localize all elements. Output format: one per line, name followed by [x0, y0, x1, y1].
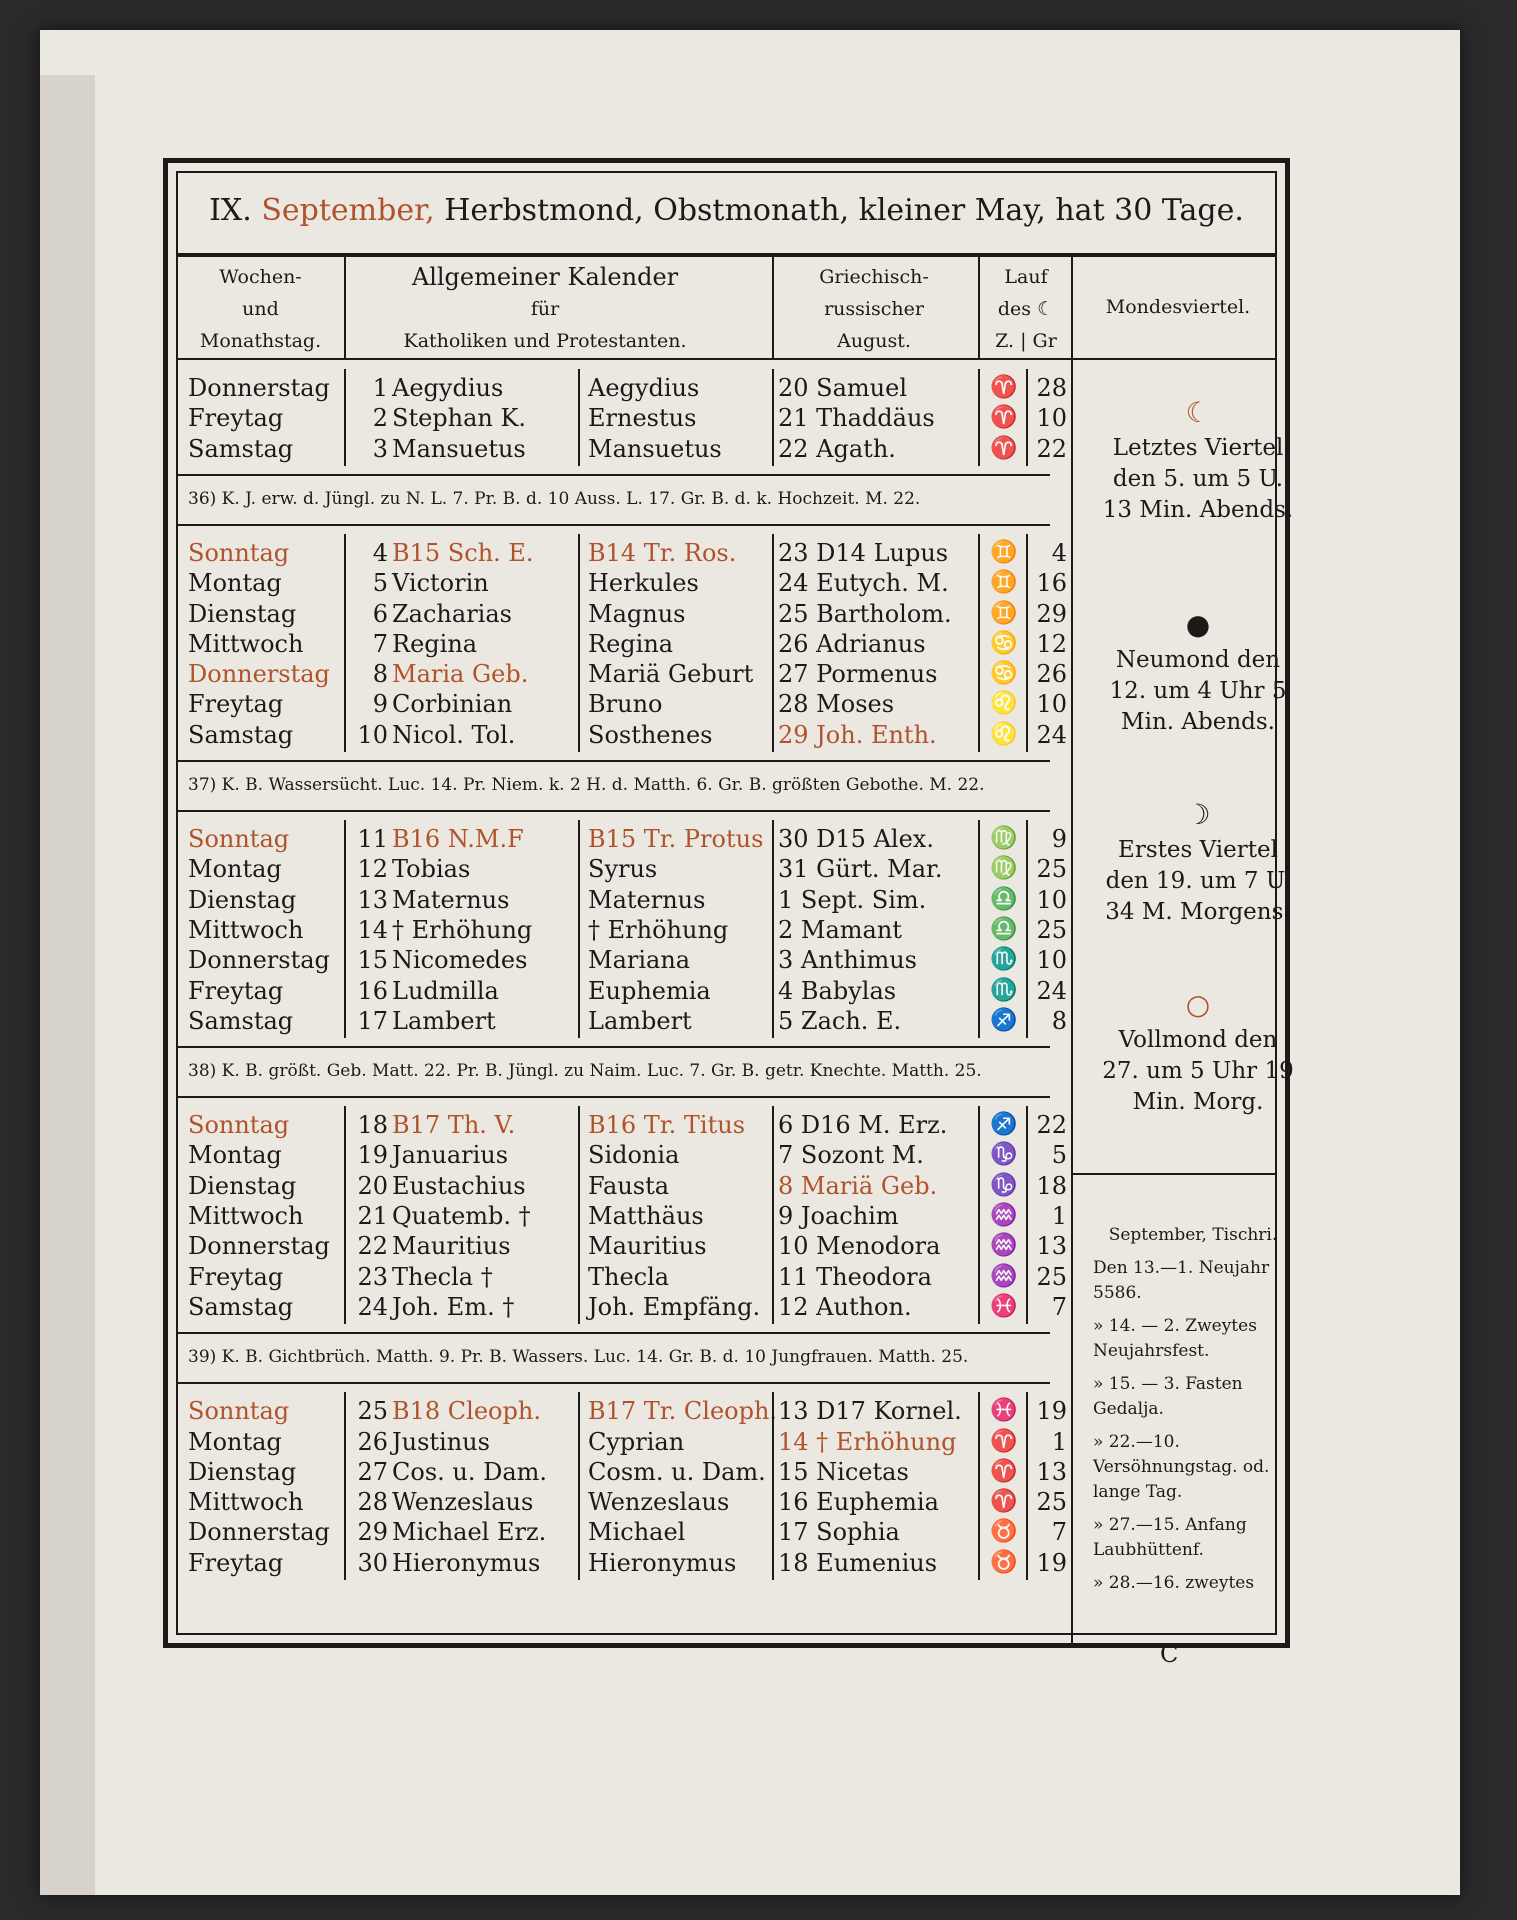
header-general-calendar: Allgemeiner Kalender für Katholiken und Protestanten.	[403, 263, 687, 352]
jewish-feast-line: Den 13.—1. Neujahr 5586.	[1093, 1258, 1270, 1303]
zodiac-icon: ♑	[990, 1142, 1018, 1168]
day-number: 22	[357, 1232, 388, 1261]
jewish-feast-line: » 27.—15. Anfang Laubhüttenf.	[1093, 1515, 1247, 1560]
jewish-feast-line: » 22.—10. Versöhnungstag. od. lange Tag.	[1093, 1432, 1270, 1502]
greek-date: 1 Sept. Sim.	[778, 885, 927, 914]
protestant-saint: Cosm. u. Dam.	[588, 1457, 766, 1486]
moon-degree: 22	[1036, 434, 1067, 463]
full-moon-text: Vollmond den 27. um 5 Uhr 19 Min. Morg.	[1102, 1027, 1294, 1115]
catholic-saint: Tobias	[392, 855, 471, 884]
zodiac-icon: ♒	[990, 1263, 1018, 1289]
greek-date: 15 Nicetas	[778, 1457, 909, 1486]
zodiac-icon: ♏	[990, 947, 1018, 973]
moon-degree: 25	[1036, 1262, 1067, 1291]
column-divider	[344, 534, 346, 752]
protestant-saint: Herkules	[588, 569, 699, 598]
catholic-saint: Eustachius	[392, 1171, 526, 1200]
protestant-saint: B16 Tr. Titus	[588, 1111, 746, 1140]
column-divider	[578, 369, 580, 466]
first-quarter-text: Erstes Viertel den 19. um 7 U. 34 M. Morgens.	[1105, 837, 1291, 925]
protestant-saint: Magnus	[588, 599, 686, 628]
zodiac-icon: ♈	[990, 435, 1018, 461]
greek-date: 22 Agath.	[778, 434, 896, 463]
moon-column-divider	[1071, 253, 1073, 1643]
zodiac-icon: ♋	[990, 661, 1018, 687]
moon-degree: 25	[1036, 855, 1067, 884]
day-number: 26	[357, 1427, 388, 1456]
catholic-saint: Maternus	[392, 885, 510, 914]
full-moon-icon: ○	[1185, 988, 1211, 1021]
weekday: Freytag	[188, 404, 284, 433]
day-number: 19	[357, 1141, 388, 1170]
catholic-saint: Justinus	[392, 1427, 490, 1456]
moon-degree: 7	[1051, 1292, 1067, 1321]
protestant-saint: Fausta	[588, 1171, 670, 1200]
catholic-saint: Joh. Em. †	[392, 1292, 515, 1321]
weekday: Dienstag	[188, 599, 297, 628]
moon-degree: 13	[1036, 1457, 1067, 1486]
zodiac-icon: ♐	[990, 1007, 1018, 1033]
moon-degree: 9	[1051, 825, 1067, 853]
moon-degree: 10	[1036, 885, 1067, 914]
column-divider	[1026, 369, 1028, 466]
zodiac-icon: ♓	[990, 1398, 1018, 1424]
header-divider	[772, 253, 774, 358]
protestant-saint: Michael	[588, 1518, 686, 1547]
greek-date: 31 Gürt. Mar.	[778, 855, 943, 884]
catholic-saint: Hieronymus	[392, 1548, 541, 1577]
jewish-rule	[1073, 1173, 1275, 1175]
title-roman: IX.	[209, 193, 252, 228]
greek-date: 3 Anthimus	[778, 946, 917, 975]
column-divider	[978, 1392, 980, 1580]
gospel-reading: 36) K. J. erw. d. Jüngl. zu N. L. 7. Pr. B. d. 10 Auss. L. 17. Gr. B. d. k. Hochzeit. M. 22.	[188, 488, 921, 509]
column-divider	[978, 369, 980, 466]
zodiac-icon: ♎	[990, 916, 1018, 942]
greek-date: 18 Eumenius	[778, 1548, 938, 1577]
first-quarter-box	[1098, 795, 1298, 928]
moon-degree: 29	[1036, 599, 1067, 628]
day-number: 30	[357, 1548, 388, 1577]
moon-degree: 18	[1036, 1171, 1067, 1200]
column-divider	[578, 1106, 580, 1324]
greek-date: 24 Eutych. M.	[778, 569, 949, 598]
zodiac-icon: ♌	[990, 721, 1018, 747]
column-divider	[772, 534, 774, 752]
weekday: Donnerstag	[188, 374, 330, 402]
catholic-saint: Quatemb. †	[392, 1202, 531, 1230]
column-divider	[772, 369, 774, 466]
zodiac-icon: ♒	[990, 1233, 1018, 1259]
greek-date: 10 Menodora	[778, 1232, 941, 1261]
catholic-saint: B18 Cleoph.	[392, 1397, 541, 1426]
weekday: Montag	[188, 569, 282, 598]
zodiac-icon: ♍	[990, 826, 1018, 851]
protestant-saint: Aegydius	[588, 374, 700, 402]
greek-date: 11 Theodora	[778, 1262, 932, 1291]
weekday: Donnerstag	[188, 946, 330, 975]
zodiac-icon: ♎	[990, 886, 1018, 912]
moon-degree: 8	[1051, 1006, 1067, 1035]
zodiac-icon: ♊	[990, 539, 1018, 565]
gospel-reading: 37) K. B. Wassersücht. Luc. 14. Pr. Niem. k. 2 H. d. Matth. 6. Gr. B. größten Gebothe. M. 22.	[188, 775, 985, 795]
weekday: Freytag	[188, 976, 284, 1005]
greek-date: 7 Sozont M.	[778, 1141, 924, 1170]
greek-date: 6 D16 M. Erz.	[778, 1111, 948, 1140]
moon-degree: 24	[1036, 720, 1067, 749]
day-number: 15	[357, 946, 388, 975]
weekday: Freytag	[188, 690, 284, 719]
catholic-saint: Mauritius	[392, 1232, 511, 1261]
jewish-calendar	[1093, 1223, 1293, 1604]
greek-date: 23 D14 Lupus	[778, 538, 949, 567]
moon-degree: 10	[1036, 946, 1067, 975]
calendar-inner-frame	[176, 171, 1294, 1635]
protestant-saint: Euphemia	[588, 976, 711, 1005]
column-divider	[578, 1392, 580, 1580]
column-divider	[978, 1106, 980, 1324]
moon-degree: 25	[1036, 1488, 1067, 1517]
week-rule	[178, 760, 1050, 762]
day-number: 28	[357, 1488, 388, 1517]
greek-date: 30 D15 Alex.	[778, 825, 934, 853]
column-divider	[772, 820, 774, 1038]
weekday: Samstag	[188, 1292, 294, 1321]
day-number: 25	[357, 1397, 388, 1426]
new-moon-box	[1098, 605, 1298, 738]
moon-degree: 4	[1051, 538, 1067, 567]
week-rule	[178, 474, 1050, 476]
weekday: Donnerstag	[188, 1518, 330, 1547]
catholic-saint: Victorin	[392, 569, 489, 598]
weekday: Samstag	[188, 434, 294, 463]
gospel-reading: 39) K. B. Gichtbrüch. Matth. 9. Pr. B. Wassers. Luc. 14. Gr. B. d. 10 Jungfrauen. Matth. 25.	[188, 1347, 969, 1368]
column-divider	[1026, 820, 1028, 1038]
catholic-saint: Zacharias	[392, 599, 512, 628]
protestant-saint: Joh. Empfäng.	[588, 1292, 761, 1321]
day-number: 2	[372, 404, 388, 433]
first-quarter-icon: ☽	[1185, 798, 1211, 831]
new-moon-text: Neumond den 12. um 4 Uhr 5 Min. Abends.	[1109, 647, 1287, 735]
protestant-saint: B15 Tr. Protus	[588, 825, 764, 853]
day-number: 12	[357, 855, 388, 884]
column-divider	[772, 1106, 774, 1324]
day-number: 13	[357, 885, 388, 914]
column-divider	[1026, 534, 1028, 752]
zodiac-icon: ♈	[990, 1458, 1018, 1484]
zodiac-icon: ♊	[990, 570, 1018, 596]
last-quarter-icon: ☾	[1185, 396, 1211, 429]
day-number: 4	[372, 538, 388, 567]
zodiac-icon: ♉	[990, 1519, 1018, 1545]
catholic-saint: Thecla †	[392, 1262, 493, 1291]
zodiac-icon: ♐	[990, 1112, 1018, 1138]
weekday: Montag	[188, 1141, 282, 1170]
day-number: 16	[357, 976, 388, 1005]
day-number: 24	[357, 1292, 388, 1321]
weekday: Freytag	[188, 1262, 284, 1291]
header-moon-phases: Mondesviertel.	[1105, 296, 1251, 318]
weekday: Mittwoch	[188, 1488, 304, 1517]
protestant-saint: Hieronymus	[588, 1548, 737, 1577]
catholic-saint: B17 Th. V.	[392, 1111, 516, 1140]
column-divider	[772, 1392, 774, 1580]
week-rule	[178, 1382, 1050, 1384]
catholic-saint: Stephan K.	[392, 404, 527, 433]
title-rule	[178, 253, 1275, 257]
protestant-saint: Maternus	[588, 885, 706, 914]
week-rule	[178, 1046, 1050, 1048]
zodiac-icon: ♈	[990, 1428, 1018, 1454]
title-month: September,	[261, 193, 435, 228]
header-divider	[344, 253, 346, 358]
header-moon-course: Lauf des ☾ Z. | Gr	[995, 266, 1057, 352]
column-divider	[344, 1106, 346, 1324]
greek-date: 16 Euphemia	[778, 1488, 939, 1517]
week-rule	[178, 810, 1050, 812]
calendar-frame	[163, 158, 1294, 1648]
moon-degree: 10	[1036, 690, 1067, 719]
weekday: Mittwoch	[188, 915, 304, 944]
column-divider	[578, 820, 580, 1038]
moon-degree: 16	[1036, 569, 1067, 598]
zodiac-icon: ♑	[990, 1172, 1018, 1198]
moon-degree: 25	[1036, 915, 1067, 944]
protestant-saint: Thecla	[588, 1262, 670, 1291]
weekday: Sonntag	[188, 1397, 290, 1426]
catholic-saint: Ludmilla	[392, 976, 499, 1005]
catholic-saint: Maria Geb.	[392, 660, 529, 689]
full-moon-box	[1098, 985, 1298, 1118]
protestant-saint: Sidonia	[588, 1141, 680, 1170]
week-rule	[178, 524, 1050, 526]
jewish-feast-line: » 14. — 2. Zweytes Neujahrsfest.	[1093, 1316, 1257, 1361]
catholic-saint: B15 Sch. E.	[392, 538, 534, 567]
zodiac-icon: ♍	[990, 856, 1018, 882]
day-number: 23	[357, 1262, 388, 1291]
day-number: 20	[357, 1171, 388, 1200]
greek-date: 20 Samuel	[778, 374, 908, 402]
moon-degree: 28	[1036, 374, 1067, 402]
protestant-saint: Wenzeslaus	[588, 1488, 730, 1517]
weekday: Montag	[188, 1427, 282, 1456]
catholic-saint: Januarius	[392, 1141, 509, 1170]
previous-page-edge	[40, 75, 95, 1895]
zodiac-icon: ♓	[990, 1293, 1018, 1319]
catholic-saint: Nicomedes	[392, 946, 528, 975]
moon-degree: 19	[1036, 1548, 1067, 1577]
zodiac-icon: ♋	[990, 630, 1018, 656]
protestant-saint: B17 Tr. Cleoph.	[588, 1397, 778, 1426]
zodiac-icon: ♏	[990, 977, 1018, 1003]
column-divider	[978, 534, 980, 752]
catholic-saint: Regina	[392, 629, 478, 658]
catholic-saint: B16 N.M.F	[392, 825, 524, 853]
catholic-saint: Cos. u. Dam.	[392, 1457, 548, 1486]
last-quarter-box	[1098, 393, 1298, 526]
header-weekday: Wochen- und Monathstag.	[199, 266, 322, 352]
weekday: Samstag	[188, 720, 294, 749]
header-greek-russian: Griechisch- russischer August.	[819, 266, 929, 352]
weekday: Mittwoch	[188, 629, 304, 658]
greek-date: 25 Bartholom.	[778, 599, 952, 628]
column-divider	[1026, 1106, 1028, 1324]
day-number: 29	[357, 1518, 388, 1547]
moon-degree: 1	[1051, 1202, 1067, 1230]
page-signature-mark: C	[1160, 1640, 1179, 1668]
protestant-saint: Matthäus	[588, 1202, 704, 1230]
moon-degree: 5	[1051, 1141, 1067, 1170]
day-number: 14	[357, 915, 388, 944]
new-moon-icon: ●	[1185, 608, 1211, 641]
gospel-reading: 38) K. B. größt. Geb. Matt. 22. Pr. B. Jüngl. zu Naim. Luc. 7. Gr. B. getr. Knechte. Matth. 25.	[188, 1061, 982, 1082]
weekday: Montag	[188, 855, 282, 884]
protestant-saint: Bruno	[588, 690, 663, 719]
protestant-saint: Ernestus	[588, 404, 697, 433]
moon-degree: 26	[1036, 660, 1067, 689]
week-rule	[178, 1332, 1050, 1334]
greek-date: 17 Sophia	[778, 1518, 900, 1547]
protestant-saint: Sosthenes	[588, 720, 713, 749]
weekday: Donnerstag	[188, 660, 330, 689]
page-title	[178, 193, 1275, 243]
jewish-title: September, Tischri.	[1108, 1225, 1278, 1245]
weekday: Dienstag	[188, 1457, 297, 1486]
catholic-saint: Corbinian	[392, 690, 513, 719]
greek-date: 2 Mamant	[778, 915, 902, 944]
zodiac-icon: ♒	[990, 1203, 1018, 1228]
greek-date: 14 † Erhöhung	[778, 1427, 957, 1456]
protestant-saint: Mariä Geburt	[588, 660, 754, 689]
weekday: Freytag	[188, 1548, 284, 1577]
jewish-feast-line: » 15. — 3. Fasten Gedalja.	[1093, 1374, 1243, 1419]
column-divider	[978, 820, 980, 1038]
catholic-saint: Wenzeslaus	[392, 1488, 534, 1517]
greek-date: 8 Mariä Geb.	[778, 1171, 938, 1200]
day-number: 10	[357, 720, 388, 749]
day-number: 17	[357, 1006, 388, 1035]
catholic-saint: Michael Erz.	[392, 1518, 547, 1547]
greek-date: 21 Thaddäus	[778, 404, 935, 433]
moon-degree: 19	[1036, 1397, 1067, 1426]
column-divider	[344, 1392, 346, 1580]
protestant-saint: Regina	[588, 629, 674, 658]
protestant-saint: Mansuetus	[588, 434, 722, 463]
catholic-saint: † Erhöhung	[392, 915, 533, 944]
day-number: 21	[357, 1202, 388, 1230]
day-number: 27	[357, 1457, 388, 1486]
moon-degree: 13	[1036, 1232, 1067, 1261]
day-number: 8	[372, 660, 388, 689]
protestant-saint: Lambert	[588, 1006, 692, 1035]
protestant-saint: Syrus	[588, 855, 658, 884]
greek-date: 9 Joachim	[778, 1202, 899, 1230]
weekday: Sonntag	[188, 825, 290, 853]
weekday: Sonntag	[188, 1111, 290, 1140]
zodiac-icon: ♊	[990, 600, 1018, 626]
protestant-saint: † Erhöhung	[588, 915, 729, 944]
zodiac-icon: ♈	[990, 1489, 1018, 1515]
protestant-saint: Cyprian	[588, 1427, 685, 1456]
moon-degree: 22	[1036, 1111, 1067, 1140]
moon-degree: 24	[1036, 976, 1067, 1005]
last-quarter-text: Letztes Viertel den 5. um 5 U. 13 Min. Abends.	[1102, 435, 1294, 523]
zodiac-icon: ♌	[990, 691, 1018, 717]
greek-date: 29 Joh. Enth.	[778, 720, 937, 749]
greek-date: 27 Pormenus	[778, 660, 938, 689]
greek-date: 4 Babylas	[778, 976, 897, 1005]
greek-date: 12 Authon.	[778, 1292, 912, 1321]
weekday: Mittwoch	[188, 1202, 304, 1230]
jewish-feast-line: » 28.—16. zweytes	[1093, 1573, 1255, 1593]
column-divider	[578, 534, 580, 752]
weekday: Donnerstag	[188, 1232, 330, 1261]
weekday: Sonntag	[188, 538, 290, 567]
moon-degree: 7	[1051, 1518, 1067, 1547]
column-divider	[1026, 1392, 1028, 1580]
protestant-saint: Mariana	[588, 946, 691, 975]
greek-date: 5 Zach. E.	[778, 1006, 902, 1035]
day-number: 18	[357, 1111, 388, 1140]
day-number: 7	[372, 629, 388, 658]
title-rest: Herbstmond, Obstmonath, kleiner May, hat 30 Tage.	[434, 193, 1244, 228]
zodiac-icon: ♉	[990, 1549, 1018, 1575]
weekday: Samstag	[188, 1006, 294, 1035]
catholic-saint: Nicol. Tol.	[392, 720, 516, 749]
day-number: 1	[372, 374, 388, 402]
catholic-saint: Mansuetus	[392, 434, 526, 463]
catholic-saint: Lambert	[392, 1006, 496, 1035]
zodiac-icon: ♈	[990, 405, 1018, 431]
day-number: 5	[372, 569, 388, 598]
day-number: 11	[357, 825, 388, 853]
day-number: 3	[372, 434, 388, 463]
jewish-lines	[1093, 1256, 1293, 1596]
day-number: 9	[372, 690, 388, 719]
moon-degree: 10	[1036, 404, 1067, 433]
moon-degree: 1	[1051, 1427, 1067, 1456]
greek-date: 26 Adrianus	[778, 629, 926, 658]
greek-date: 13 D17 Kornel.	[778, 1397, 962, 1426]
weekday: Dienstag	[188, 1171, 297, 1200]
column-divider	[344, 820, 346, 1038]
protestant-saint: Mauritius	[588, 1232, 707, 1261]
greek-date: 28 Moses	[778, 690, 895, 719]
catholic-saint: Aegydius	[392, 374, 504, 402]
protestant-saint: B14 Tr. Ros.	[588, 538, 737, 567]
zodiac-icon: ♈	[990, 375, 1018, 400]
weekday: Dienstag	[188, 885, 297, 914]
column-divider	[344, 369, 346, 466]
week-rule	[178, 1096, 1050, 1098]
header-divider	[978, 253, 980, 358]
moon-degree: 12	[1036, 629, 1067, 658]
day-number: 6	[372, 599, 388, 628]
header-rule	[178, 358, 1275, 360]
